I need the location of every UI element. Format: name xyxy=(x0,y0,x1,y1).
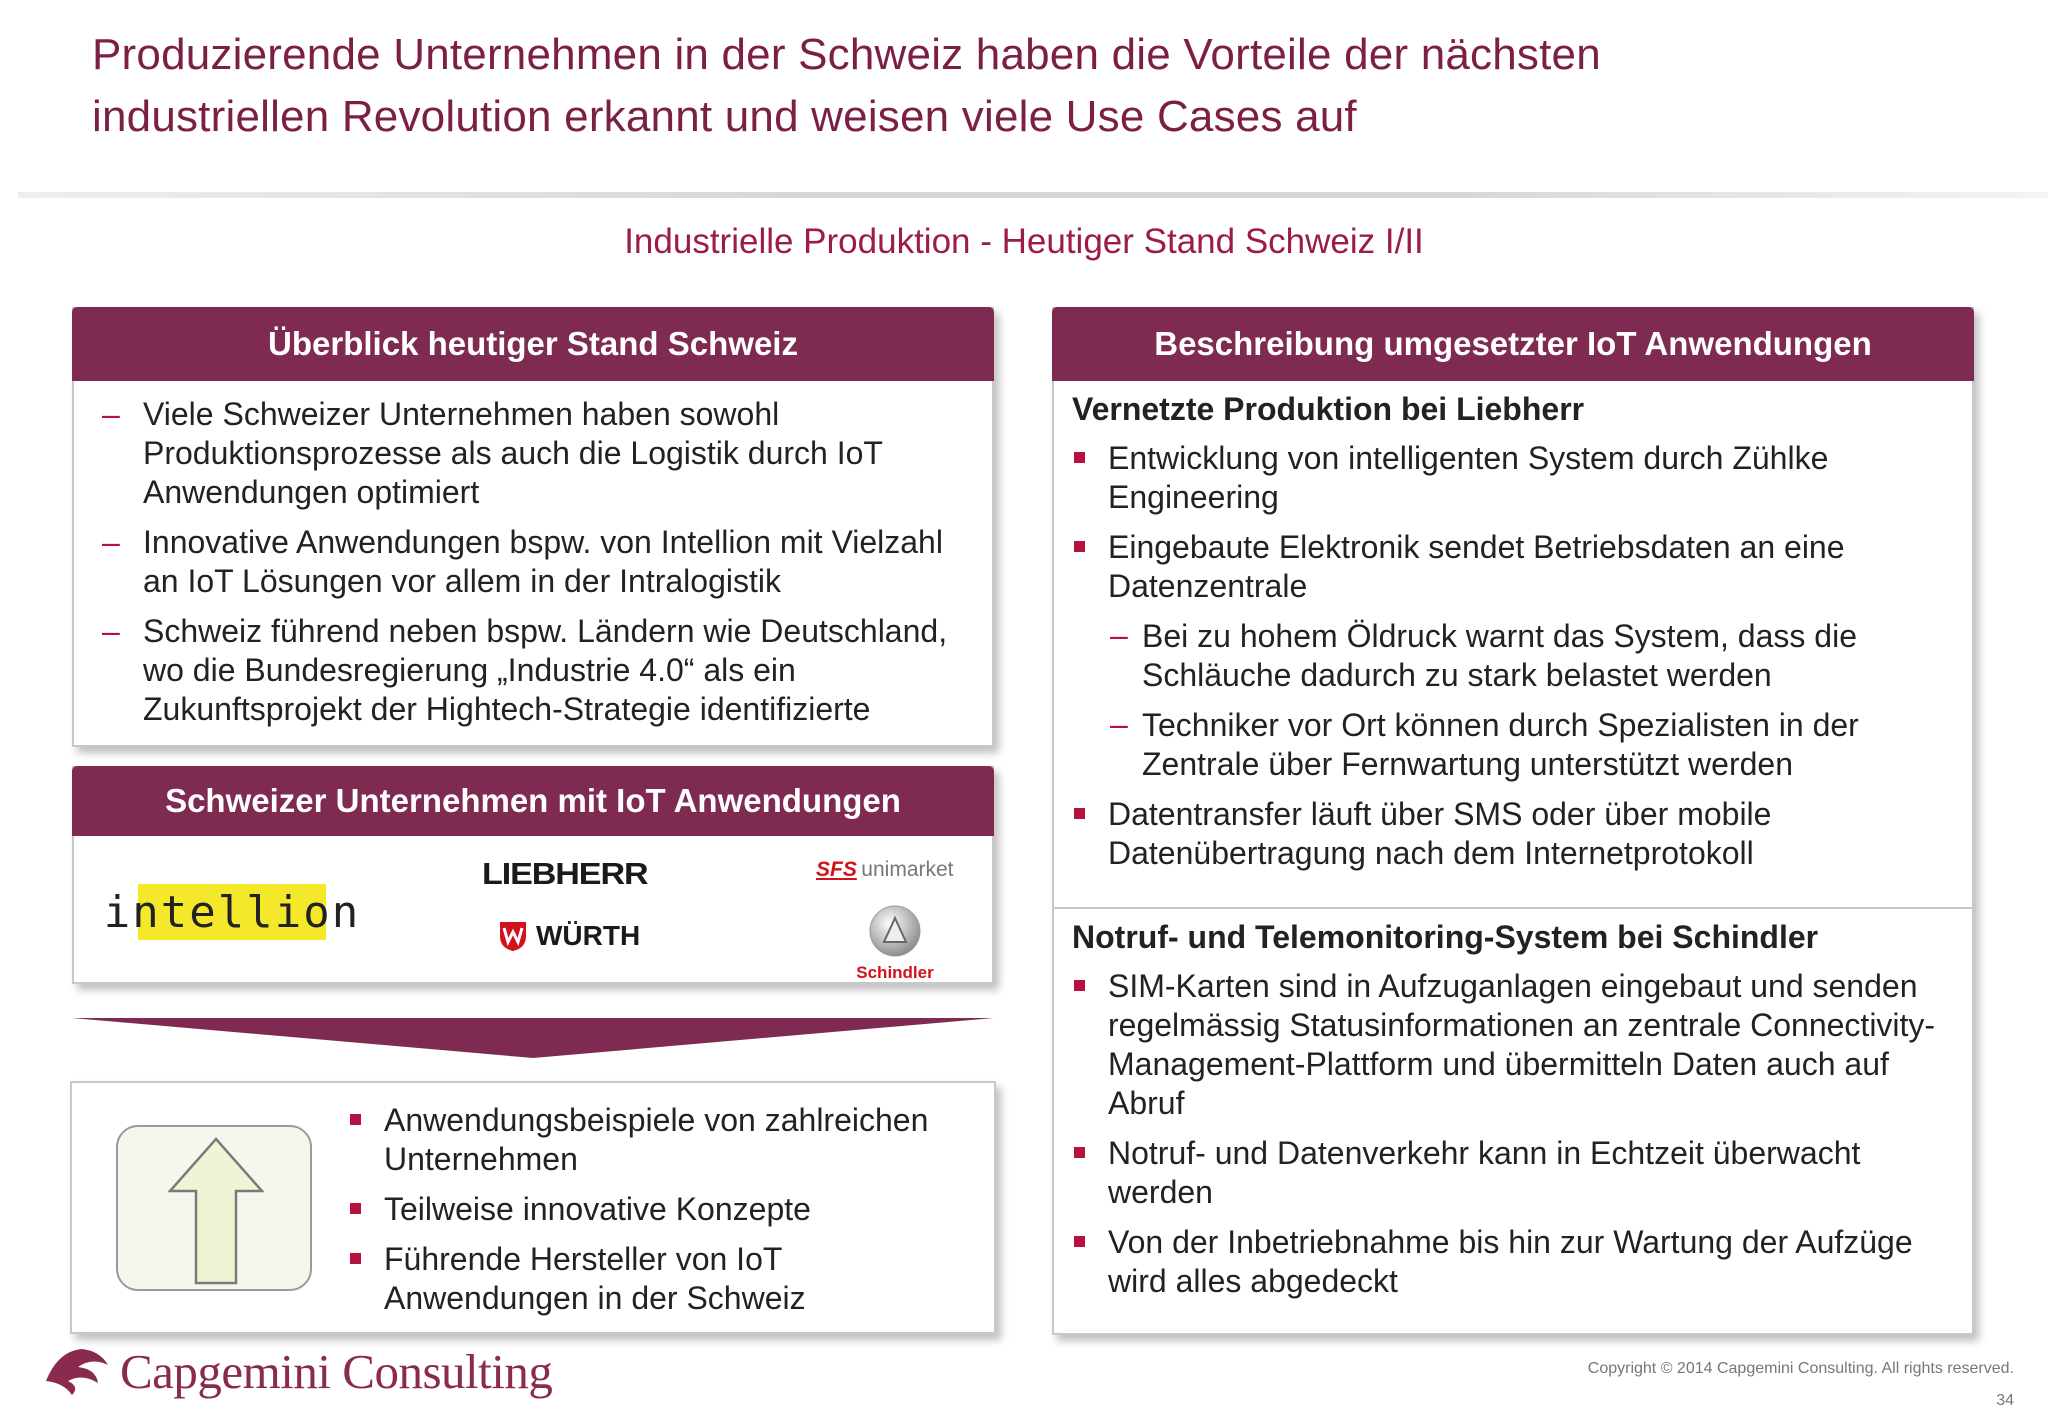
sfs-unimarket-logo: SFS unimarket xyxy=(816,858,954,881)
schindler-case-title: Notruf- und Telemonitoring-System bei Schindler xyxy=(1072,919,1819,955)
description-panel-header: Beschreibung umgesetzter IoT Anwendungen xyxy=(1052,307,1974,381)
sub-list-item: – Techniker vor Ort können durch Spezialisten in der Zentrale über Fernwartung unterstützt werden xyxy=(1110,706,1859,782)
list-item: Notruf- und Datenverkehr kann in Echtzeit überwacht werden xyxy=(1072,1134,1956,1212)
list-item: Teilweise innovative Konzepte xyxy=(348,1190,976,1229)
sub-list-item: – Bei zu hohem Öldruck warnt das System, dass die Schläuche dadurch zu stark belastet werden xyxy=(1110,617,1857,693)
overview-panel-header: Überblick heutiger Stand Schweiz xyxy=(72,307,994,381)
liebherr-case-title: Vernetzte Produktion bei Liebherr xyxy=(1072,391,1585,427)
companies-panel-header: Schweizer Unternehmen mit IoT Anwendungen xyxy=(72,766,994,836)
liebherr-list xyxy=(1072,439,1956,873)
summary-panel xyxy=(70,1081,996,1334)
list-item: Anwendungsbeispiele von zahlreichen Unternehmen xyxy=(348,1101,976,1179)
up-arrow-icon xyxy=(168,1137,264,1285)
page-number: 34 xyxy=(1996,1392,2014,1409)
liebherr-sub-list xyxy=(1108,617,1956,784)
schindler-logo-icon xyxy=(868,904,922,958)
up-arrow-box xyxy=(116,1125,312,1291)
spade-logo-icon xyxy=(42,1347,112,1397)
wurth-logo: WÜRTH xyxy=(498,920,640,952)
down-arrow-shape xyxy=(72,1018,994,1060)
summary-list xyxy=(348,1101,976,1329)
list-item: Eingebaute Elektronik sendet Betriebsdaten an eine Datenzentrale – Bei zu hohem Öldruck warnt das System, dass die Schläuche dadurch zu stark belastet werden – Techniker vor Ort können durch Spezialisten in der Zentrale über Fernwartung unterstützt werden xyxy=(1072,528,1956,784)
list-item: – Schweiz führend neben bspw. Ländern wie Deutschland, wo die Bundesregierung „Industrie 4.0“ als ein Zukunftsprojekt der Hightech-Strategie identifizierte xyxy=(102,613,948,727)
liebherr-logo: LIEBHERR xyxy=(482,856,648,891)
capgemini-logo: Capgemini Consulting xyxy=(42,1343,552,1400)
case-divider xyxy=(1054,907,1972,909)
section-subtitle: Industrielle Produktion - Heutiger Stand Schweiz I/II xyxy=(624,222,1424,261)
page-title-line-2: industriellen Revolution erkannt und weisen viele Use Cases auf xyxy=(92,92,1357,141)
page-title xyxy=(92,24,1952,148)
list-item: Führende Hersteller von IoT Anwendungen in der Schweiz xyxy=(348,1240,976,1318)
intellion-logo: intellion xyxy=(138,884,326,940)
list-item: Entwicklung von intelligenten System durch Zühlke Engineering xyxy=(1072,439,1956,517)
copyright-text: Copyright © 2014 Capgemini Consulting. All rights reserved. xyxy=(1587,1360,2014,1377)
wurth-logo-icon xyxy=(498,920,528,952)
title-divider xyxy=(18,192,2048,198)
page-title-line-1: Produzierende Unternehmen in der Schweiz haben die Vorteile der nächsten xyxy=(92,30,1601,79)
list-item: – Innovative Anwendungen bspw. von Intellion mit Vielzahl an IoT Lösungen vor allem in der Intralogistik xyxy=(102,524,943,599)
description-panel xyxy=(1052,307,1974,1335)
list-item: – Viele Schweizer Unternehmen haben sowohl Produktionsprozesse als auch die Logistik durch IoT Anwendungen optimiert xyxy=(102,396,883,510)
list-item: Datentransfer läuft über SMS oder über mobile Datenübertragung nach dem Internetprotokoll xyxy=(1072,795,1956,873)
schindler-list xyxy=(1072,967,1956,1301)
list-item: SIM-Karten sind in Aufzuganlagen eingebaut und senden regelmässig Statusinformationen an zentrale Connectivity-Management-Plattform und übermitteln Daten auch auf Abruf xyxy=(1072,967,1956,1123)
overview-list xyxy=(88,395,974,740)
companies-panel xyxy=(72,766,994,984)
overview-panel xyxy=(72,307,994,747)
liebherr-case xyxy=(1072,389,1956,884)
schindler-case xyxy=(1072,917,1956,1312)
schindler-logo: Schindler xyxy=(850,904,940,983)
list-item: Von der Inbetriebnahme bis hin zur Wartung der Aufzüge wird alles abgedeckt xyxy=(1072,1223,1956,1301)
